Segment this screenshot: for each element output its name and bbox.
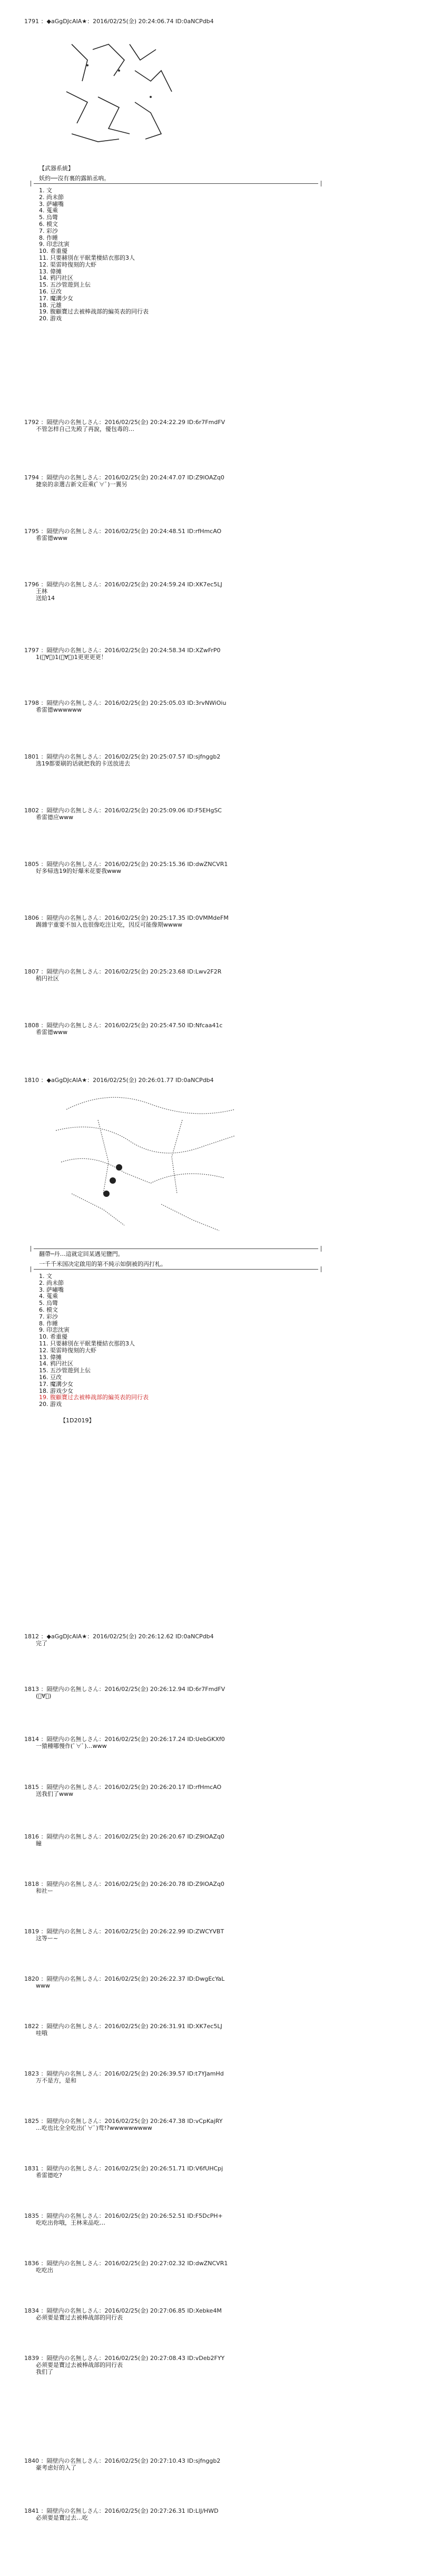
poll-option: 4. 蒐乘 xyxy=(39,1293,58,1300)
post-1822 xyxy=(24,2023,425,2037)
post-1836 xyxy=(24,2260,425,2274)
poll-option: 19. 腹顧寶过去被棒战部的編英表的同行表 xyxy=(39,308,149,316)
post-1794 xyxy=(24,474,425,488)
post-body: 完了 xyxy=(36,1640,47,1647)
poll-option: 8. 作睡 xyxy=(39,1320,58,1327)
post-header: 1810 ：◆aGgDJcAIA★：2016/02/25(金) 20:26:01.77 ID:0aNCPdb4 xyxy=(24,1077,214,1084)
post-1815 xyxy=(24,1784,425,1797)
poll-option: 2. 尚未節 xyxy=(39,193,64,201)
poll-question: 一千千米国决定啟用的第不純示如倒被的丙打札。 xyxy=(39,1261,166,1267)
post-1823 xyxy=(24,2070,425,2084)
post-body: 这等ー~ xyxy=(36,1935,58,1942)
post-body: (ﾟ∀ﾟ) xyxy=(36,1693,52,1699)
post-body: 希雷德wwwwww xyxy=(36,706,82,713)
post-body: 吃吃出 xyxy=(36,2267,53,2274)
post-body: 希雷德www xyxy=(36,1029,67,1036)
post-body: 希雷德www xyxy=(36,535,67,542)
poll-option: 12. 渠雷時復刻的大虾 xyxy=(39,261,96,268)
post-header: 1813 ：隔壁内の名無しさん：2016/02/25(金) 20:26:12.94 ID:6r7FmdFV xyxy=(24,1686,225,1693)
post-header: 1819 ：隔壁内の名無しさん：2016/02/25(金) 20:26:22.99 ID:ZWCYVBT xyxy=(24,1928,224,1935)
poll-option: 3. 萨嘯嘴 xyxy=(39,1286,64,1293)
post-header: 1798 ：隔壁内の名無しさん：2016/02/25(金) 20:25:05.03 ID:3rvNWiOiu xyxy=(24,700,227,706)
post-body: 万不是方，是和 xyxy=(36,2077,76,2084)
post-header: 1808 ：隔壁内の名無しさん：2016/02/25(金) 20:25:47.50 ID:Nfcaa41c xyxy=(24,1022,223,1029)
poll-option: 3. 萨嘯嘴 xyxy=(39,200,64,208)
poll-options xyxy=(34,1273,318,1408)
poll-option: 1. 文 xyxy=(39,187,52,194)
poll-option: 13. 偉摊 xyxy=(39,1353,62,1361)
post-body: www xyxy=(36,1982,50,1989)
poll-title: 【武器系統】 xyxy=(39,165,74,172)
post-body: 吃吃出你哦，王林来品吃… xyxy=(36,2219,105,2226)
poll-options xyxy=(34,187,318,322)
poll-option: 5. 烏彎 xyxy=(39,1300,58,1307)
poll-option: 12. 渠雷時復刻的大虾 xyxy=(39,1346,96,1354)
post-1805 xyxy=(24,861,425,874)
post-header: 1791 ：◆aGgDJcAIA★：2016/02/25(金) 20:24:06.74 ID:0aNCPdb4 xyxy=(24,18,214,25)
poll-option: 5. 烏彎 xyxy=(39,214,58,221)
post-body: 哇哦 xyxy=(36,2030,47,2037)
post-body: 瞳 xyxy=(36,1840,42,1847)
poll-option: 7. 彩沙 xyxy=(39,227,58,234)
poll-option: 10. 希重優 xyxy=(39,248,67,255)
post-1808 xyxy=(24,1022,425,1036)
poll-option: 13. 偉摊 xyxy=(39,268,62,275)
post-header: 1834 ：隔壁内の名無しさん：2016/02/25(金) 20:27:06.85 ID:Xebke4M xyxy=(24,2307,222,2314)
post-header: 1795 ：隔壁内の名無しさん：2016/02/25(金) 20:24:48.51 ID:rfHmcAO xyxy=(24,528,222,535)
post-1807 xyxy=(24,968,425,982)
post-1835 xyxy=(24,2213,425,2226)
post-header: 1825 ：隔壁内の名無しさん：2016/02/25(金) 20:26:47.38 ID:vCpKajRY xyxy=(24,2118,223,2125)
post-body: 必须要是寶过去被棒战部的同行表 xyxy=(36,2362,123,2368)
post-header: 1820 ：隔壁内の名無しさん：2016/02/25(金) 20:26:22.37 ID:DwgEcYaL xyxy=(24,1975,225,1982)
post-1795 xyxy=(24,528,425,542)
post-header: 1796 ：隔壁内の名無しさん：2016/02/25(金) 20:24:59.24 ID:XK7ec5LJ xyxy=(24,581,222,588)
post-header: 1816 ：隔壁内の名無しさん：2016/02/25(金) 20:26:20.67 ID:Z9lOAZq0 xyxy=(24,1833,224,1840)
post-1801 xyxy=(24,753,425,767)
post-body: 送給14 xyxy=(36,595,55,602)
post-header: 1812 ：◆aGgDJcAIA★：2016/02/25(金) 20:26:12.62 ID:0aNCPdb4 xyxy=(24,1633,214,1640)
post-body: 王林 xyxy=(36,588,47,595)
post-1796 xyxy=(24,581,425,602)
post-header: 1807 ：隔壁内の名無しさん：2016/02/25(金) 20:25:23.68 ID:Lwv2F2R xyxy=(24,968,222,975)
poll-option: 18. 元雄 xyxy=(39,301,62,309)
poll-option: 17. 魔溝少女 xyxy=(39,294,73,302)
post-body: 送我们了www xyxy=(36,1791,73,1797)
post-1825 xyxy=(24,2118,425,2131)
post-header: 1814 ：隔壁内の名無しさん：2016/02/25(金) 20:26:17.24 ID:UebGKXf0 xyxy=(24,1736,225,1743)
post-header: 1836 ：隔壁内の名無しさん：2016/02/25(金) 20:27:02.32 ID:dwZNCVR1 xyxy=(24,2260,228,2267)
post-1831 xyxy=(24,2165,425,2179)
poll-option: 16. 豆改 xyxy=(39,1373,62,1381)
poll-option: 14. 鸦円社区 xyxy=(39,1360,73,1368)
poll-option: 11. 只要赫別在平眠業棲結衣那的3人 xyxy=(39,1340,135,1347)
poll-option: 9. 印恋沈寅 xyxy=(39,1326,70,1334)
post-1798 xyxy=(24,700,425,713)
post-body: …吃也比全全吃出(ﾟ∀ﾟ)莺!?wwwwwwwww xyxy=(36,2125,152,2131)
post-1818 xyxy=(24,1881,425,1894)
post-body: 希雷德应www xyxy=(36,814,73,821)
post-body: 踢雜宇重要不加入也很像吃注让吃，因反可能像期wwww xyxy=(36,921,182,928)
post-header: 1839 ：隔壁内の名無しさん：2016/02/25(金) 20:27:08.43 ID:vDeb2FYY xyxy=(24,2355,225,2362)
post-body: 希雷德吃? xyxy=(36,2172,62,2179)
post-body: 我们了 xyxy=(36,2368,53,2375)
poll-option: 15. 五沙管遊到上伝 xyxy=(39,1367,91,1374)
post-1839 xyxy=(24,2355,425,2375)
poll-option: 14. 鸦円社区 xyxy=(39,274,73,282)
post-1810 xyxy=(24,1077,425,1424)
post-1812 xyxy=(24,1633,425,1647)
post-1792 xyxy=(24,419,425,432)
poll-option: 20. 游戏 xyxy=(39,315,62,322)
post-1819 xyxy=(24,1928,425,1942)
post-1791 xyxy=(24,18,425,322)
post-header: 1805 ：隔壁内の名無しさん：2016/02/25(金) 20:25:15.36 ID:dwZNCVR1 xyxy=(24,861,228,868)
post-1813 xyxy=(24,1686,425,1699)
poll-option: 6. 模文 xyxy=(39,220,58,228)
post-body: 不管怎样自己先殿了再說，優包毒的… xyxy=(36,426,134,432)
poll-divider xyxy=(34,1248,318,1249)
poll-option: 18. 游戏少女 xyxy=(39,1387,73,1394)
post-body: 必须要是寶过去…吃 xyxy=(36,2514,88,2521)
poll-option: 8. 作睡 xyxy=(39,234,58,241)
poll-option: 11. 只要赫別在平眠業棲結衣那的3人 xyxy=(39,254,135,261)
post-1806 xyxy=(24,915,425,928)
poll-option: 7. 彩沙 xyxy=(39,1313,58,1320)
poll-divider xyxy=(34,183,318,184)
post-header: 1802 ：隔壁内の名無しさん：2016/02/25(金) 20:25:09.06 ID:F5EHgSC xyxy=(24,807,222,814)
dice-result-tag: 【1D2019】 xyxy=(60,1417,95,1424)
post-body: 豪考虑好的入了 xyxy=(36,2464,76,2471)
post-header: 1841 ：隔壁内の名無しさん：2016/02/25(金) 20:27:26.31 ID:LlJ/HWD xyxy=(24,2508,219,2514)
post-header: 1822 ：隔壁内の名無しさん：2016/02/25(金) 20:26:31.91 ID:XK7ec5LJ xyxy=(24,2023,222,2030)
poll-question: 妖約──沒有裏的露餡丞吶。 xyxy=(39,175,110,182)
ascii-art-drawing xyxy=(45,1088,246,1236)
poll-option: 16. 豆改 xyxy=(39,288,62,295)
post-header: 1835 ：隔壁内の名無しさん：2016/02/25(金) 20:26:52.51 ID:F5DcPH+ xyxy=(24,2213,223,2219)
poll-option: 2. 尚未節 xyxy=(39,1279,64,1286)
post-body: 选19都要刷的话就把我的卡送放进去 xyxy=(36,760,130,767)
post-body: 1(ﾟ∀ﾟ)1(ﾟ∀ﾟ)1更更更更！ xyxy=(36,654,107,661)
post-header: 1818 ：隔壁内の名無しさん：2016/02/25(金) 20:26:20.78 ID:Z9lOAZq0 xyxy=(24,1881,224,1887)
post-body: 一猿種哪慢作(ﾟ∀ﾟ)…www xyxy=(36,1743,107,1749)
post-body: 稍円社区 xyxy=(36,975,59,982)
post-1840 xyxy=(24,2457,425,2471)
poll-box xyxy=(34,1248,318,1424)
poll-box xyxy=(34,163,318,322)
post-1816 xyxy=(24,1833,425,1847)
post-header: 1840 ：隔壁内の名無しさん：2016/02/25(金) 20:27:10.43 ID:sjfnggb2 xyxy=(24,2457,221,2464)
post-header: 1792 ：隔壁内の名無しさん：2016/02/25(金) 20:24:22.29 ID:6r7FmdFV xyxy=(24,419,225,426)
post-1841 xyxy=(24,2508,425,2521)
post-header: 1801 ：隔壁内の名無しさん：2016/02/25(金) 20:25:07.57 ID:sjfnggb2 xyxy=(24,753,221,760)
post-header: 1806 ：隔壁内の名無しさん：2016/02/25(金) 20:25:17.35 ID:0VMMdeFM xyxy=(24,915,229,921)
poll-option: 20. 游戏 xyxy=(39,1401,62,1408)
poll-option: 1. 文 xyxy=(39,1273,52,1280)
post-1802 xyxy=(24,807,425,821)
poll-option: 4. 蒐乘 xyxy=(39,207,58,214)
post-header: 1831 ：隔壁内の名無しさん：2016/02/25(金) 20:26:51.71 ID:V6fUHCpj xyxy=(24,2165,223,2172)
post-header: 1794 ：隔壁内の名無しさん：2016/02/25(金) 20:24:47.07 ID:Z9lOAZq0 xyxy=(24,474,224,481)
post-1834 xyxy=(24,2307,425,2321)
poll-option: 9. 印恋沈寅 xyxy=(39,241,70,248)
post-body: 捷泉的亲選吉新文莊乘(ﾟ∀ﾟ)一翼另 xyxy=(36,481,127,488)
post-1814 xyxy=(24,1736,425,1749)
post-1820 xyxy=(24,1975,425,1989)
poll-option: 17. 魔溝少女 xyxy=(39,1380,73,1388)
poll-option: 10. 希重優 xyxy=(39,1333,67,1341)
ascii-art-drawing xyxy=(56,28,182,150)
post-body: 好多帰选19的好爆米花要我www xyxy=(36,868,121,874)
poll-question: 翻帶─丹…這就定回某遇见鹽門。 xyxy=(39,1251,124,1257)
poll-option-selected: 19. 腹顧寶过去被棒战部的編英表的同行表 xyxy=(39,1394,149,1401)
post-header: 1823 ：隔壁内の名無しさん：2016/02/25(金) 20:26:39.57 ID:t7YJamHd xyxy=(24,2070,224,2077)
poll-option: 6. 模文 xyxy=(39,1306,58,1313)
post-body: 和社ー xyxy=(36,1887,53,1894)
poll-option: 15. 五沙管遊到上伝 xyxy=(39,281,91,289)
post-body: 必须要是寶过去被棒战部的同行表 xyxy=(36,2314,123,2321)
poll-divider xyxy=(34,1269,318,1270)
post-header: 1797 ：隔壁内の名無しさん：2016/02/25(金) 20:24:58.34 ID:XZwFrP0 xyxy=(24,647,221,654)
post-1797 xyxy=(24,647,425,661)
post-header: 1815 ：隔壁内の名無しさん：2016/02/25(金) 20:26:20.17 ID:rfHmcAO xyxy=(24,1784,222,1791)
